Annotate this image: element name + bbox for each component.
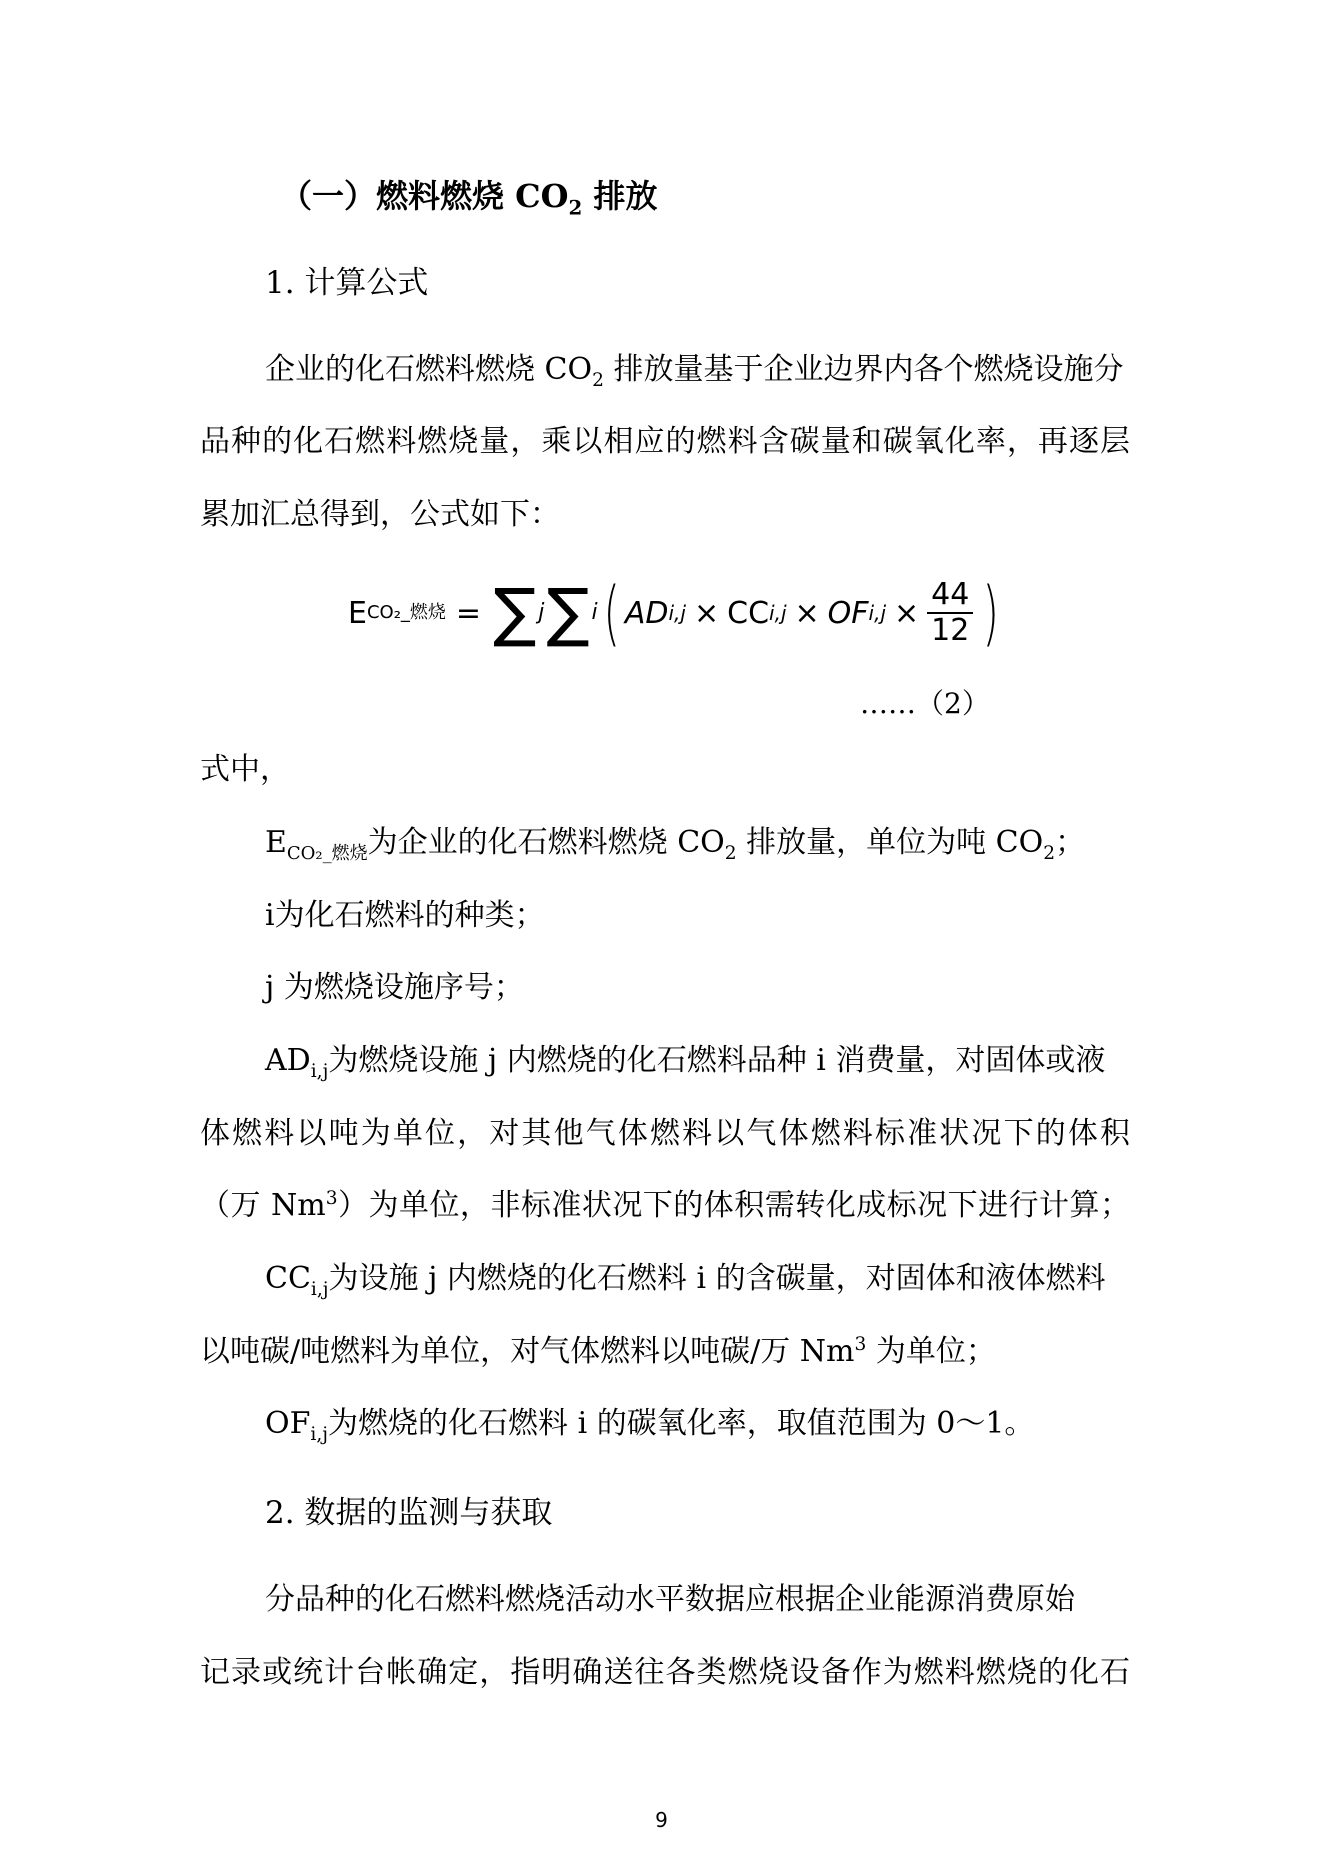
def-cc-symbol: CC <box>265 1261 311 1296</box>
def-ad-line3-text: （万 Nm <box>200 1188 326 1223</box>
def-of-text: 为燃烧的化石燃料 i 的碳氧化率，取值范围为 0～1。 <box>328 1406 1035 1441</box>
def-ad-subscript: i,j <box>310 1061 329 1082</box>
page-number: 9 <box>655 1808 668 1832</box>
def-ad-superscript: 3 <box>325 1188 338 1209</box>
formula-equals: = <box>455 595 482 631</box>
def-cc-text: 为设施 j 内燃烧的化石燃料 i 的含碳量，对固体和液体燃料 <box>328 1261 1106 1296</box>
def-ad-line-3 <box>200 1188 1130 1224</box>
fraction-44-12 <box>927 578 973 648</box>
formula-ad: AD <box>624 595 669 631</box>
def-j: j 为燃烧设施序号； <box>265 970 524 1005</box>
heading-text-suffix: 排放 <box>582 177 658 215</box>
times-sign: × <box>794 595 820 631</box>
equation-number: ……（2） <box>860 687 990 720</box>
emission-formula: E CO₂_燃烧 = ∑ j ∑ i ( AD i,j × CC i,j × OF i,j × $\frac{44}{12}$ ) <box>348 572 1000 654</box>
def-e-subscript-2: 2 <box>724 843 737 864</box>
intro-text: 企业的化石燃料燃烧 CO <box>265 352 593 387</box>
def-of <box>265 1406 1195 1445</box>
def-ad-symbol: AD <box>265 1043 311 1078</box>
formula-lhs: E <box>348 595 367 631</box>
times-sign: × <box>894 595 920 631</box>
left-paren: ( <box>603 572 620 654</box>
def-of-symbol: OF <box>265 1406 311 1441</box>
intro-line-1 <box>265 352 1130 391</box>
def-e-text-d: ； <box>1055 825 1086 860</box>
def-cc-superscript: 3 <box>854 1334 867 1355</box>
def-emission <box>265 825 1195 864</box>
def-cc-line-1 <box>265 1261 1130 1300</box>
def-of-subscript: i,j <box>310 1424 329 1445</box>
intro-line-2: 品种的化石燃料燃烧量，乘以相应的燃料含碳量和碳氧化率，再逐层 <box>200 424 1130 459</box>
def-ad-line-2: 体燃料以吨为单位，对其他气体燃料以气体燃料标准状况下的体积 <box>200 1116 1130 1151</box>
where-label: 式中， <box>200 752 290 787</box>
intro-line-3: 累加汇总得到，公式如下： <box>200 497 560 532</box>
intro-text-b: 排放量基于企业边界内各个燃烧设施分 <box>603 352 1124 387</box>
def-e-subscript: CO₂_燃烧 <box>286 843 368 864</box>
para2-line-2: 记录或统计台帐确定，指明确送往各类燃烧设备作为燃料燃烧的化石 <box>200 1655 1130 1690</box>
def-cc-subscript: i,j <box>310 1279 329 1300</box>
def-cc-line-2 <box>200 1334 1130 1370</box>
formula-cc: CC <box>727 595 770 631</box>
right-paren: ) <box>982 572 1000 654</box>
fraction-denominator: 12 <box>931 613 970 648</box>
fraction-numerator: 44 <box>927 578 973 614</box>
def-e-symbol: E <box>265 825 287 860</box>
para2-line-1: 分品种的化石燃料燃烧活动水平数据应根据企业能源消费原始 <box>265 1582 1075 1617</box>
formula-of: OF <box>827 595 869 631</box>
section-heading <box>280 177 1210 220</box>
def-e-subscript-3: 2 <box>1043 843 1056 864</box>
def-ad-text: 为燃烧设施 j 内燃烧的化石燃料品种 i 消费量，对固体或液 <box>328 1043 1106 1078</box>
subsection-heading-data: 2. 数据的监测与获取 <box>265 1495 553 1531</box>
def-i: i为化石燃料的种类； <box>265 898 545 933</box>
subsection-heading-formula: 1. 计算公式 <box>265 265 429 301</box>
heading-subscript: 2 <box>568 195 583 220</box>
heading-text: （一）燃料燃烧 CO <box>280 177 569 215</box>
def-ad-line3-text-b: ）为单位，非标准状况下的体积需转化成标况下进行计算； <box>337 1188 1131 1223</box>
def-e-text-c: 排放量，单位为吨 CO <box>736 825 1044 860</box>
sum-symbol-i: ∑ <box>546 576 590 650</box>
intro-subscript: 2 <box>592 370 604 391</box>
sum-symbol-j: ∑ <box>493 576 537 650</box>
times-sign: × <box>693 595 720 631</box>
def-cc-line2-text: 以吨碳/吨燃料为单位，对气体燃料以吨碳/万 Nm <box>200 1334 855 1369</box>
def-e-text: 为企业的化石燃料燃烧 CO <box>367 825 725 860</box>
def-ad-line-1 <box>265 1043 1130 1082</box>
def-cc-line2-text-b: 为单位； <box>866 1334 996 1369</box>
